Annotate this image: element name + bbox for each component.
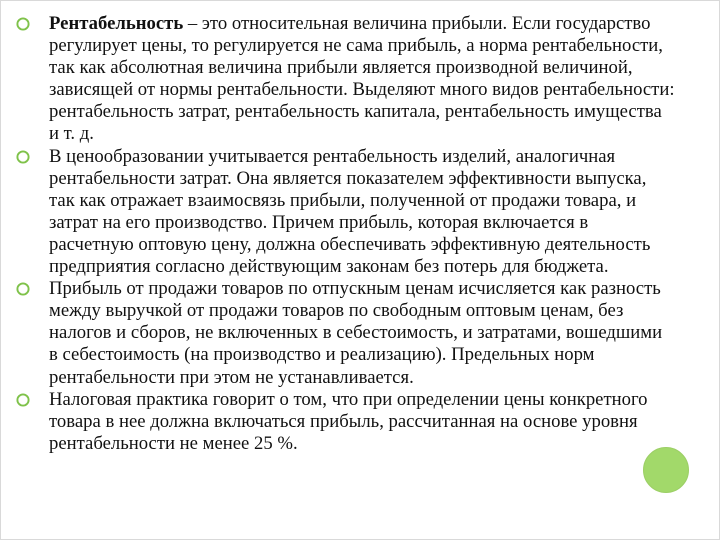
bullet-item-pricing [15, 146, 675, 279]
bullet-ring-icon [15, 16, 31, 32]
bullet-item-profitability-definition [15, 13, 675, 146]
bullet-text: – это относительная величина прибыли. Если государство регулирует цены, то регулируется не сама прибыль, а норма рентабельности, так как абсолютная величина прибыли является производной величиной, зависящей от нормы рентабельности. Выделяют много видов рентабельности: рентабельность затрат, рентабельность капитала, рентабельность имущества и т. д. [49, 13, 675, 145]
bullet-term: Рентабельность [49, 13, 184, 34]
bullet-text: Налоговая практика говорит о том, что при определении цены конкретного товара в нее должна включаться прибыль, рассчитанная на основе уровня рентабельности не менее 25 %. [49, 388, 648, 454]
bullet-item-tax-practice [15, 389, 675, 455]
bullet-ring-icon [15, 281, 31, 297]
bullet-ring-icon [15, 392, 31, 408]
bullet-text: В ценообразовании учитывается рентабельность изделий, аналогичная рентабельности затрат. Она является показателем эффективности выпуска, так как отражает взаимосвязь прибыли, полученной от продажи товара, и затрат на его производство. Причем прибыль, которая включается в расчетную оптовую цену, должна обеспечивать эффективную деятельность предприятия согласно действующим законам без потерь для бюджета. [49, 145, 651, 278]
slide-body [15, 13, 675, 455]
bullet-text: Прибыль от продажи товаров по отпускным ценам исчисляется как разность между выручкой от продажи товаров по свободным оптовым ценам, без налогов и сборов, не включенных в себестоимость, и затратами, вошедшими в себестоимость (на производство и реализацию). Предельных норм рентабельности при этом не устанавливается. [49, 278, 663, 388]
bullet-ring-icon [15, 149, 31, 165]
bullet-list [15, 13, 675, 455]
bullet-item-sales-profit [15, 278, 675, 388]
decorative-green-circle [643, 447, 689, 493]
